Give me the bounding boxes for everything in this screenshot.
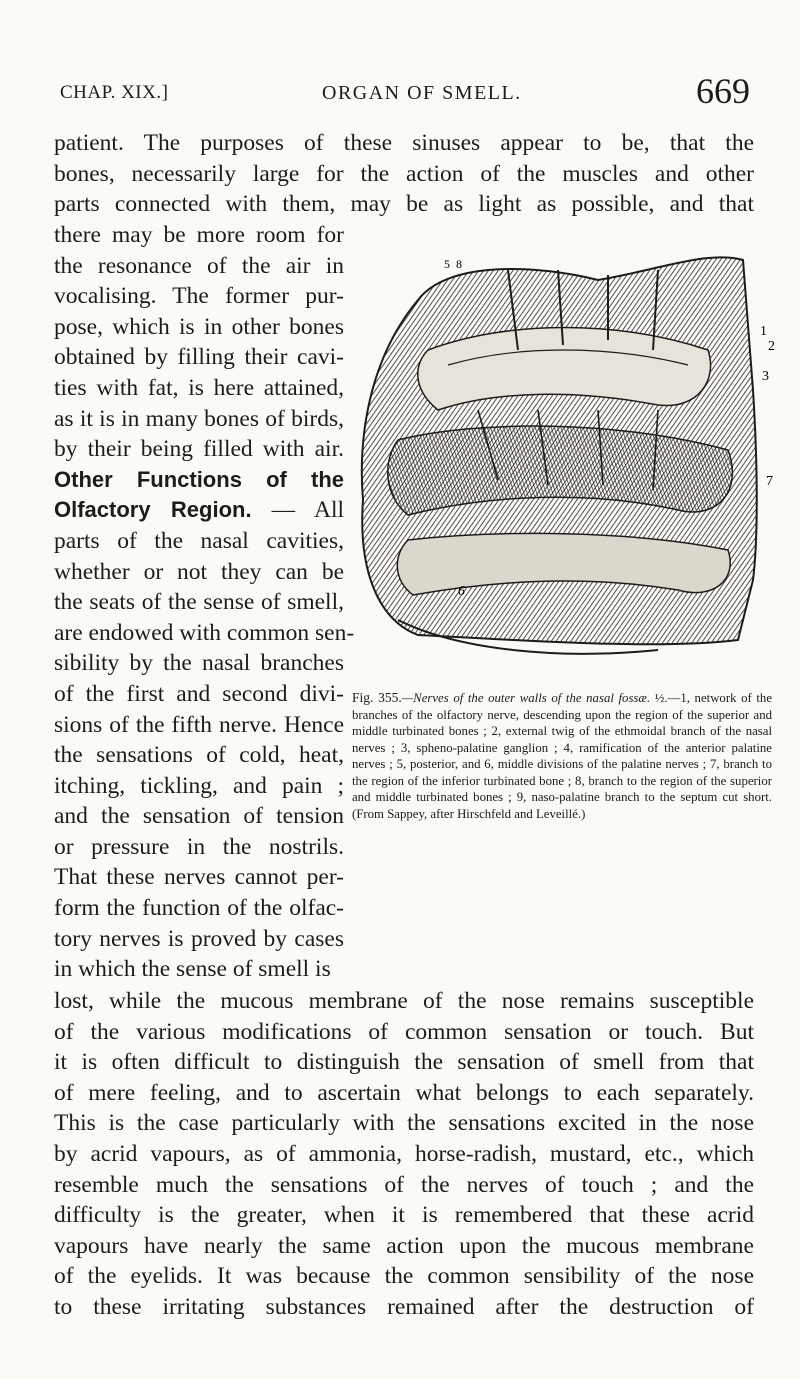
section-heading-cont: Olfactory Region. [54,497,252,523]
bottom-paragraph [54,986,754,1323]
text-line: to these irritating substances remained after the destruction of [54,1293,754,1320]
text-line: vocalising. The former pur- [54,283,344,310]
text-line: lost, while the mucous membrane of the nose remains susceptible [54,988,754,1014]
text-line: the sensations of cold, heat, [54,742,344,769]
top-paragraph [54,128,754,220]
figure-caption-text: ½.—1, network of the branches of the olfactory nerve, descending upon the region of the superior and middle turbinated bones ; 2, external twig of the ethmoidal branch of the nasal nerves ; 3, spheno-palatine ganglion ; 4, ramification of the anterior palatine nerves ; 5, posterior, and 6, middle divisions of the palatine nerves ; 7, branch to the region of the inferior turbinated bone ; 8, branch to the region of the superior and middle turbinated bones ; 9, naso-palatine branch to the septum cut short. (From Sappey, after Hirschfeld and Leveillé.) [352,691,772,821]
text-line: of the eyelids. It was because the common sensibility of the nose [54,1263,754,1290]
text-line: parts of the nasal cavities, [54,527,344,554]
text-line: resemble much the sensations of the nerves of touch ; and the [54,1171,754,1198]
section-heading-tail: — All [271,497,344,524]
figure-number-1: 1 [760,324,767,339]
text-line: and the sensation of tension [54,803,344,830]
section-heading: Other Functions of the [54,466,344,492]
figure-number-2: 2 [768,339,775,354]
text-line: pose, which is in other bones [54,313,344,340]
text-line: by acrid vapours, as of ammonia, horse-radish, mustard, etc., which [54,1140,754,1167]
figure-caption [352,690,772,822]
anatomical-figure [358,240,778,680]
text-line: That these nerves cannot per- [54,864,344,891]
text-line: tory nerves is proved by cases [54,925,344,952]
text-line: sions of the fifth nerve. Hence [54,711,344,738]
text-line: are endowed with common sen- [54,619,355,646]
text-line: by their being filled with air. [54,436,344,463]
text-line: of mere feeling, and to ascertain what belongs to each separately. [54,1079,754,1106]
text-line: obtained by filling their cavi- [54,344,344,371]
text-line: ties with fat, is here attained, [54,374,344,401]
page-title: ORGAN OF SMELL. [322,82,522,104]
figure-number-8: 8 [456,257,462,271]
text-line: patient. The purposes of these sinuses appear to be, that the [54,130,754,156]
figure-label: Fig. 355. [352,690,402,705]
text-line: as it is in many bones of birds, [54,405,344,432]
left-column [54,220,355,985]
text-line: vapours have nearly the same action upon the mucous membrane [54,1232,754,1259]
chapter-label: CHAP. XIX.] [60,82,169,103]
text-line: This is the case particularly with the sensations excited in the nose [54,1110,754,1137]
figure-number-6: 6 [458,584,465,599]
text-line: difficulty is the greater, when it is remembered that these acrid [54,1202,754,1229]
text-line: sibility by the nasal branches [54,650,344,677]
text-line: of the various modifications of common sensation or touch. But [54,1018,754,1045]
page-number: 669 [696,71,750,111]
text-line: parts connected with them, may be as light as possible, and that [54,191,754,218]
figure-number-3: 3 [762,369,769,384]
running-head [60,70,750,111]
figure-number-5: 5 [444,257,450,271]
text-line: bones, necessarily large for the action of the muscles and other [54,160,754,187]
text-line: the seats of the sense of smell, [54,589,344,616]
nasal-nerves-engraving [358,240,778,680]
text-line: of the first and second divi- [54,680,344,707]
figure-number-7: 7 [766,474,773,489]
text-line: the resonance of the air in [54,252,344,279]
text-line: it is often difficult to distinguish the sensation of smell from that [54,1049,754,1076]
text-line: in which the sense of smell is [54,956,331,983]
text-line: whether or not they can be [54,558,344,585]
text-line: there may be more room for [54,222,344,248]
text-line: form the function of the olfac- [54,895,344,922]
text-line: or pressure in the nostrils. [54,833,344,860]
section-heading-line [54,495,344,526]
figure-title: —Nerves of the outer walls of the nasal fossæ. [401,691,651,705]
text-line: itching, tickling, and pain ; [54,772,344,799]
